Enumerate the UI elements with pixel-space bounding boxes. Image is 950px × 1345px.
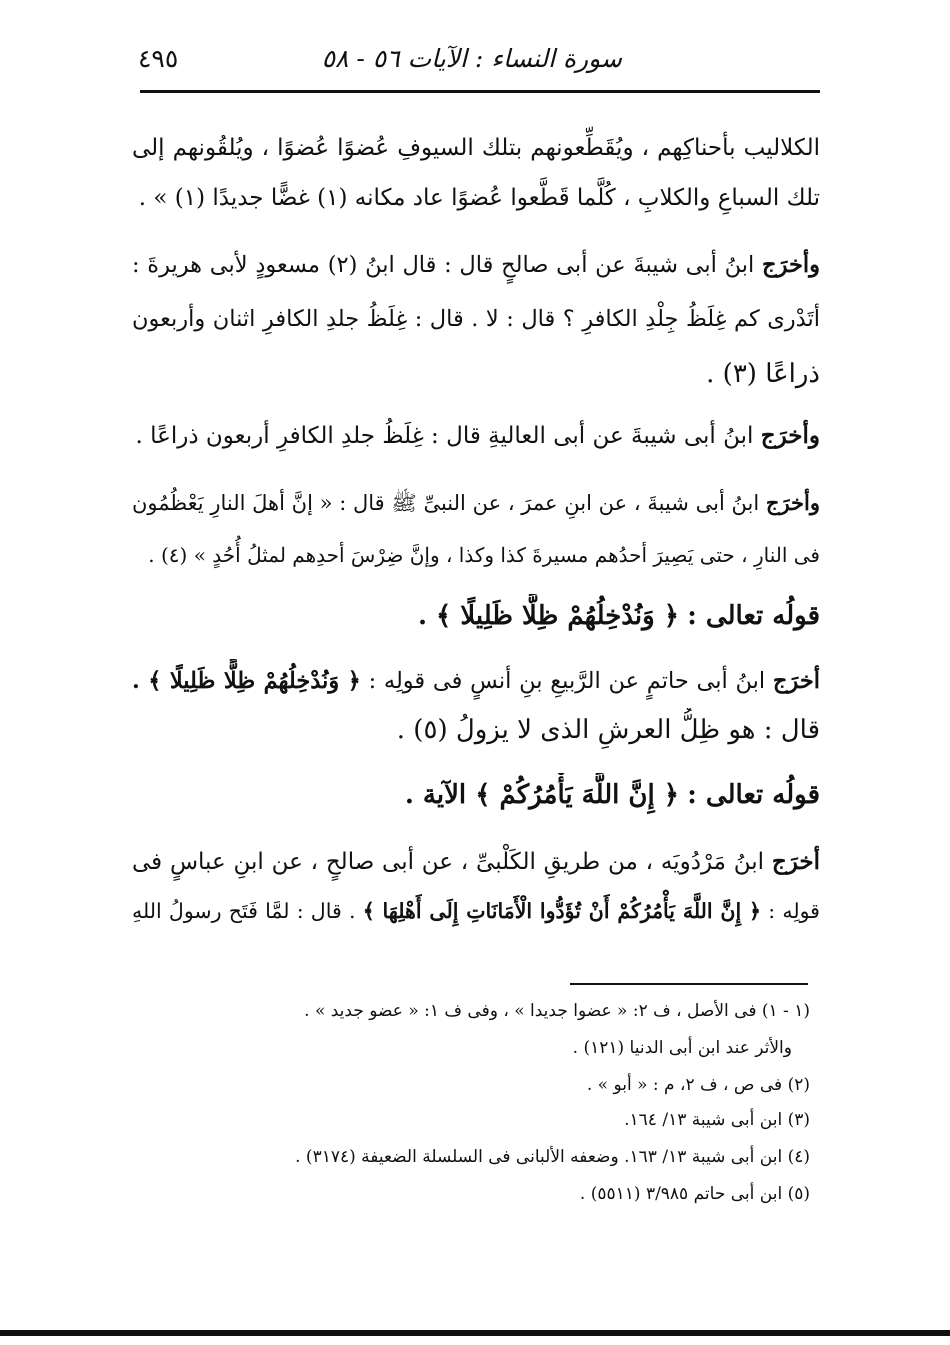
line-text: ابنُ مَرْدُويَه ، من طريقِ الكَلْبىِّ ، عن أبى صالحٍ ، عن ابنِ عباسٍ فى — [132, 849, 765, 875]
quran-verse: ﴿ وَنُدْخِلُهُمْ ظِلًّا ظَلِيلًا ﴾ . — [417, 601, 680, 631]
body-line-6 — [132, 414, 820, 458]
line-text: ابنُ أبى شيبةَ عن أبى صالحٍ قال : قال ابنُ (٢) مسعودٍ لأبى هريرةَ : — [132, 252, 755, 278]
quran-verse: ﴿ وَنُدْخِلُهُمْ ظِلًّا ظَلِيلًا ﴾ . — [132, 668, 361, 694]
footnote: (٢) فى ص ، ف ٢، م : « أبو » . — [586, 1075, 810, 1095]
body-line-2: تلك السباعِ والكلابِ ، كُلَّما قَطَّعوا عُضوًا عاد مكانه (١) غضًّا جديدًا (١) » . — [138, 185, 820, 211]
body-line-8: فى النارِ ، حتى يَصِيرَ أحدُهم مسيرةَ كذا وكذا ، وإنَّ ضِرْسَ أحدِهم لمثلُ أُحُدٍ » (٤) . — [148, 543, 820, 567]
body-line-11 — [132, 840, 820, 884]
paragraph-lead: وأخرَج — [765, 490, 820, 515]
line-text: . قال : لمَّا فَتَح رسولُ اللهِ — [132, 899, 356, 923]
body-line-1: الكلاليب بأحناكِهم ، ويُقَطِّعونهم بتلك السيوفِ عُضوًا عُضوًا ، ويُلقُونهم إلى — [132, 135, 820, 161]
header-rule — [140, 90, 820, 93]
paragraph-lead: وأخرَج — [762, 252, 820, 278]
line-text: قولِه : — [768, 899, 820, 923]
footnote: (٥) ابن أبى حاتم ٣/٩٨٥ (٥٥١١) . — [579, 1184, 810, 1204]
body-line-10: قال : هو ظِلُّ العرشِ الذى لا يزولُ (٥) . — [396, 715, 820, 745]
body-line-3 — [132, 243, 820, 287]
body-line-7 — [132, 481, 820, 525]
body-line-4: أتَدْرى كم غِلَظُ جِلْدِ الكافرِ ؟ قال : لا . قال : غِلَظُ جلدِ الكافرِ اثنان وأربعون — [132, 306, 820, 332]
line-text: ابنُ أبى حاتمٍ عن الرَّبيعِ بنِ أنسٍ فى قولِه : — [368, 668, 766, 694]
quran-verse: ﴿ إِنَّ اللَّهَ يَأْمُرُكُمْ أَنْ تُؤَدُّوا الْأَمَانَاتِ إِلَى أَهْلِهَا ﴾ — [362, 899, 761, 923]
scan-edge — [0, 1330, 950, 1336]
footnote: (٣) ابن أبى شيبة ١٣/ ١٦٤. — [624, 1110, 810, 1130]
running-title: سورة النساء : الآيات ٥٦ - ٥٨ — [321, 44, 622, 73]
footnote-rule — [570, 983, 808, 985]
paragraph-lead: أخرَج — [772, 668, 820, 694]
footnote: (٤) ابن أبى شيبة ١٣/ ١٦٣. وضعفه الألبانى فى السلسلة الضعيفة (٣١٧٤) . — [295, 1147, 810, 1167]
line-text: ابنُ أبى شيبةَ ، عن ابنِ عمرَ ، عن النبىِّ ﷺ قال : « إنَّ أهلَ النارِ يَعْظُمُون — [132, 491, 760, 515]
heading-lead: قولُه تعالى : — [687, 601, 820, 631]
section-heading-1 — [132, 594, 820, 638]
line-text: ابنُ أبى شيبةَ عن أبى العاليةِ قال : غِلَظُ جلدِ الكافرِ أربعون ذراعًا . — [135, 423, 754, 449]
section-heading-2 — [132, 773, 820, 817]
footnote: (١ - ١) فى الأصل ، ف ٢: « عضوا جديدا » ، وفى ف ١: « عضو جديد » . — [304, 1001, 810, 1021]
page-number: ٤٩٥ — [138, 44, 179, 73]
heading-lead: قولُه تعالى : — [687, 780, 820, 810]
quran-verse: ﴿ إِنَّ اللَّهَ يَأْمُرُكُمْ ﴾ الآية . — [404, 780, 680, 810]
body-line-9 — [132, 659, 820, 703]
body-line-5: ذراعًا (٣) . — [706, 359, 820, 389]
paragraph-lead: وأخرَج — [760, 422, 820, 449]
footnote: والأثر عند ابن أبى الدنيا (١٢١) . — [572, 1038, 792, 1058]
paragraph-lead: أخرَج — [771, 848, 820, 875]
body-line-12 — [132, 889, 820, 933]
